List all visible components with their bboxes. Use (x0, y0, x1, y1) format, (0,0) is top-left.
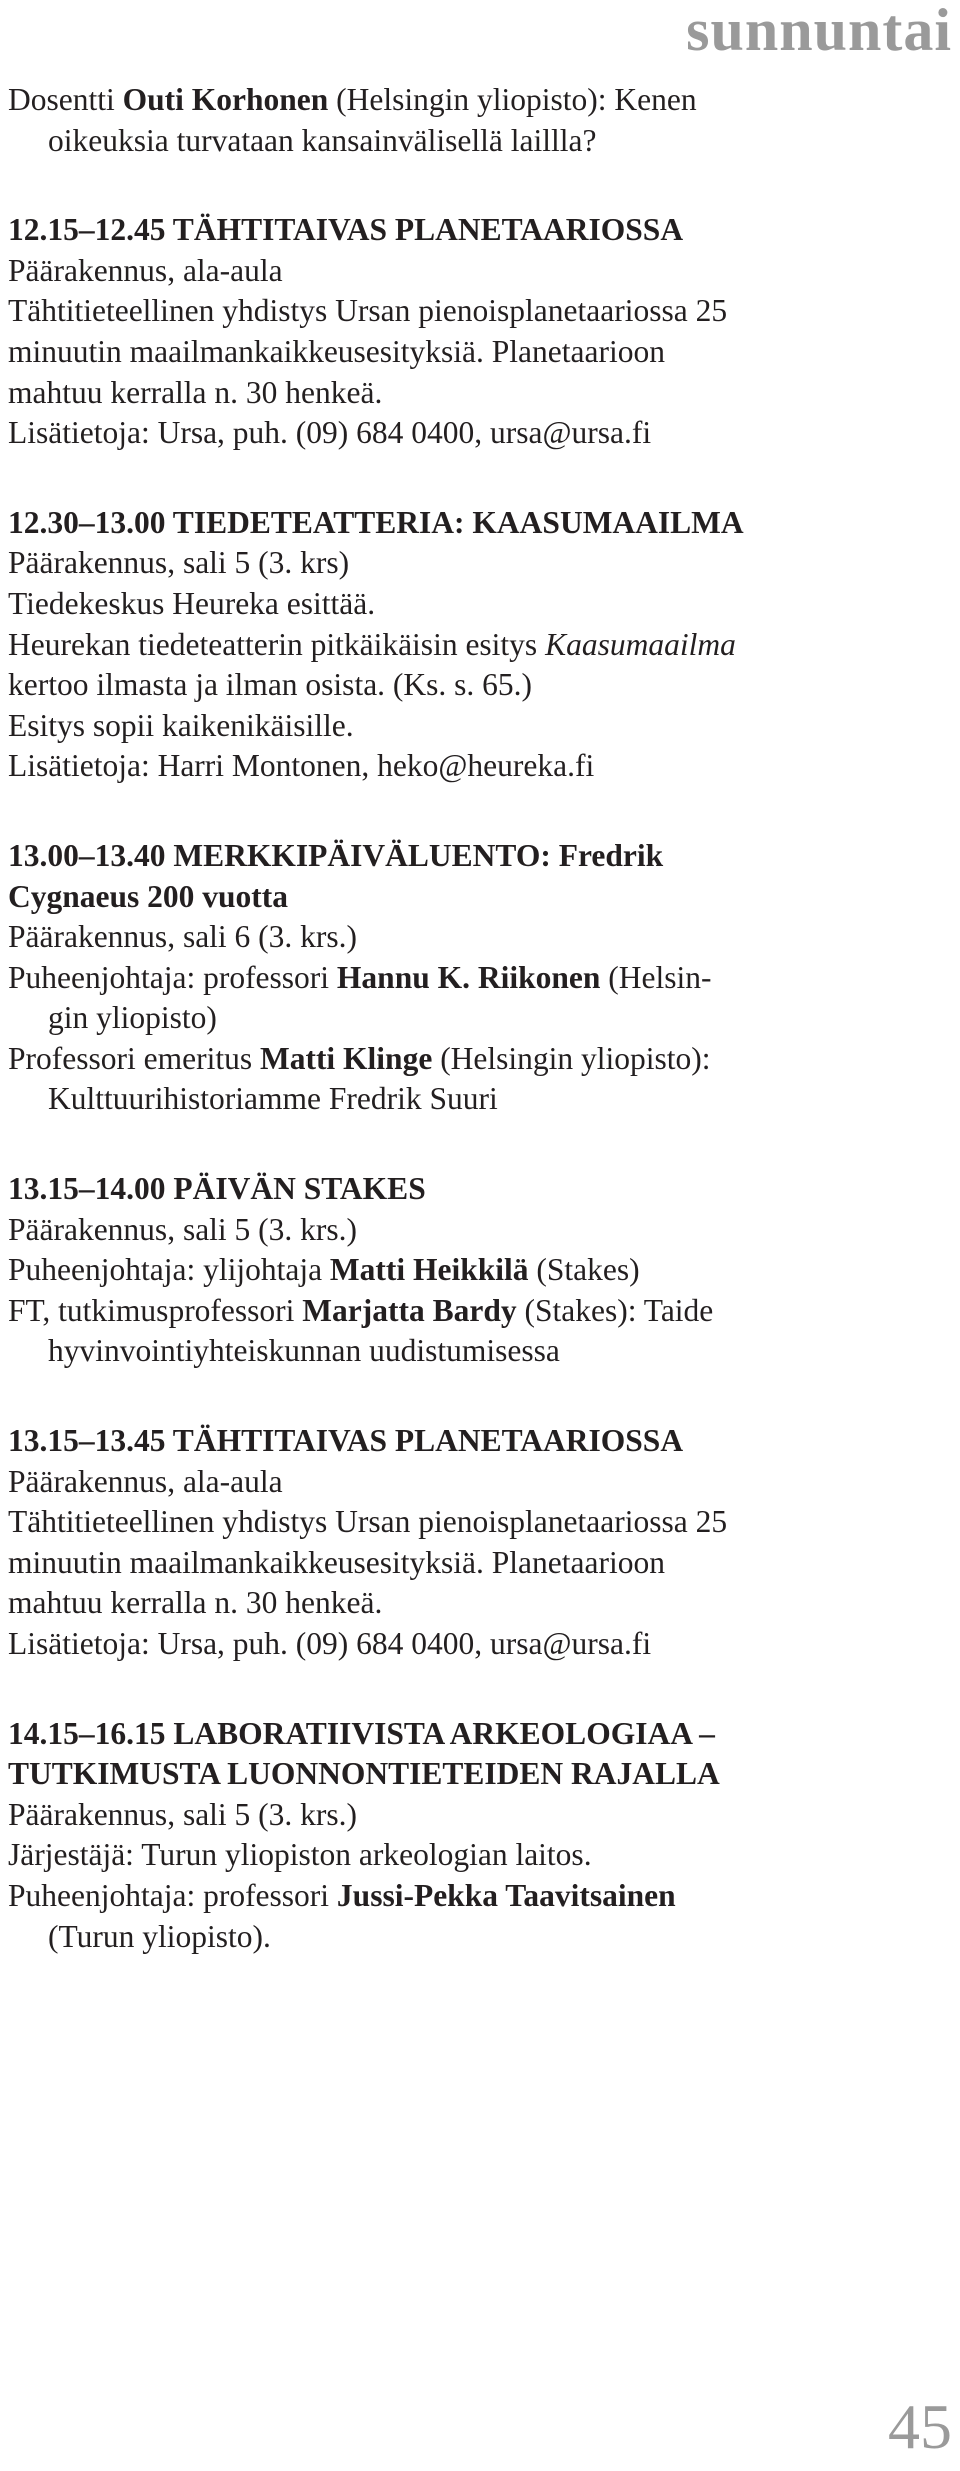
event-description: Tähtitieteellinen yhdistys Ursan pienoisplanetaariossa 25 (8, 293, 728, 329)
event-speaker: Professori emeritus Matti Klinge (Helsingin yliopisto): (8, 1040, 711, 1076)
event-title: 12.30–13.00 TIEDETEATTERIA: KAASUMAAILMA (8, 504, 744, 540)
event-chair-continued: (Turun yliopisto). (48, 1918, 271, 1954)
event-title: 13.15–14.00 PÄIVÄN STAKES (8, 1171, 426, 1207)
event-chair-continued: gin yliopisto) (48, 1000, 217, 1036)
event-info: Lisätietoja: Ursa, puh. (09) 684 0400, ursa@ursa.fi (8, 415, 652, 451)
event-info: Lisätietoja: Harri Montonen, heko@heureka.fi (8, 748, 595, 784)
event-description: mahtuu kerralla n. 30 henkeä. (8, 374, 383, 410)
event-description: mahtuu kerralla n. 30 henkeä. (8, 1585, 383, 1621)
event-description: Tiedekeskus Heureka esittää. (8, 585, 376, 621)
event-planetarium-1 (8, 210, 953, 454)
chair-name: Hannu K. Riikonen (336, 959, 601, 995)
event-talk-title: hyvinvointiyhteiskunnan uudistumisessa (48, 1333, 560, 1369)
event-venue: Päärakennus, sali 6 (3. krs.) (8, 919, 358, 955)
show-title: Kaasumaailma (545, 626, 736, 662)
event-organizer: Järjestäjä: Turun yliopiston arkeologian laitos. (8, 1837, 592, 1873)
event-venue: Päärakennus, sali 5 (3. krs.) (8, 1796, 358, 1832)
event-stakes (8, 1169, 953, 1372)
event-speaker: FT, tutkimusprofessori Marjatta Bardy (Stakes): Taide (8, 1292, 714, 1328)
program-list (8, 80, 953, 2006)
event-description: minuutin maailmankaikkeusesityksiä. Planetaarioon (8, 1544, 665, 1580)
speaker-name: Matti Klinge (259, 1040, 433, 1076)
event-description: Heurekan tiedeteatterin pitkäikäisin esitys Kaasumaailma (8, 626, 736, 662)
day-header: sunnuntai (686, 0, 952, 63)
event-archaeology (8, 1714, 953, 1958)
event-planetarium-2 (8, 1421, 953, 1665)
event-title: 12.15–12.45 TÄHTITAIVAS PLANETAARIOSSA (8, 212, 684, 248)
event-venue: Päärakennus, ala-aula (8, 1463, 283, 1499)
page-number: 45 (888, 2391, 952, 2462)
event-title: TUTKIMUSTA LUONNONTIETEIDEN RAJALLA (8, 1756, 720, 1792)
event-title: 14.15–16.15 LABORATIIVISTA ARKEOLOGIAA – (8, 1715, 715, 1751)
event-venue: Päärakennus, sali 5 (3. krs.) (8, 1211, 358, 1247)
event-description: kertoo ilmasta ja ilman osista. (Ks. s. 65.) (8, 667, 533, 703)
event-description: minuutin maailmankaikkeusesityksiä. Planetaarioon (8, 333, 665, 369)
event-chair: Puheenjohtaja: professori Hannu K. Riikonen (Helsin- (8, 959, 712, 995)
chair-name: Jussi-Pekka Taavitsainen (336, 1877, 676, 1913)
event-anniversary-lecture (8, 836, 953, 1120)
lecturer-name: Outi Korhonen (122, 82, 329, 117)
event-talk-title: Kulttuurihistoriamme Fredrik Suuri (48, 1081, 498, 1117)
event-title: 13.00–13.40 MERKKIPÄIVÄLUENTO: Fredrik (8, 837, 664, 873)
event-venue: Päärakennus, ala-aula (8, 252, 283, 288)
event-venue: Päärakennus, sali 5 (3. krs) (8, 545, 350, 581)
event-science-theatre (8, 503, 953, 787)
event-chair: Puheenjohtaja: ylijohtaja Matti Heikkilä (Stakes) (8, 1252, 640, 1288)
event-title: Cygnaeus 200 vuotta (8, 878, 289, 914)
intro-line-2: oikeuksia turvataan kansainvälisellä laillla? (48, 122, 597, 158)
event-chair: Puheenjohtaja: professori Jussi-Pekka Taavitsainen (8, 1877, 676, 1913)
intro-lecture (8, 80, 953, 161)
event-info: Lisätietoja: Ursa, puh. (09) 684 0400, ursa@ursa.fi (8, 1626, 652, 1661)
speaker-name: Marjatta Bardy (302, 1292, 517, 1328)
event-title: 13.15–13.45 TÄHTITAIVAS PLANETAARIOSSA (8, 1423, 684, 1459)
chair-name: Matti Heikkilä (329, 1252, 529, 1288)
event-description: Esitys sopii kaikenikäisille. (8, 707, 354, 743)
event-description: Tähtitieteellinen yhdistys Ursan pienoisplanetaariossa 25 (8, 1504, 728, 1540)
intro-line-1: Dosentti Outi Korhonen (Helsingin yliopisto): Kenen (8, 82, 697, 117)
